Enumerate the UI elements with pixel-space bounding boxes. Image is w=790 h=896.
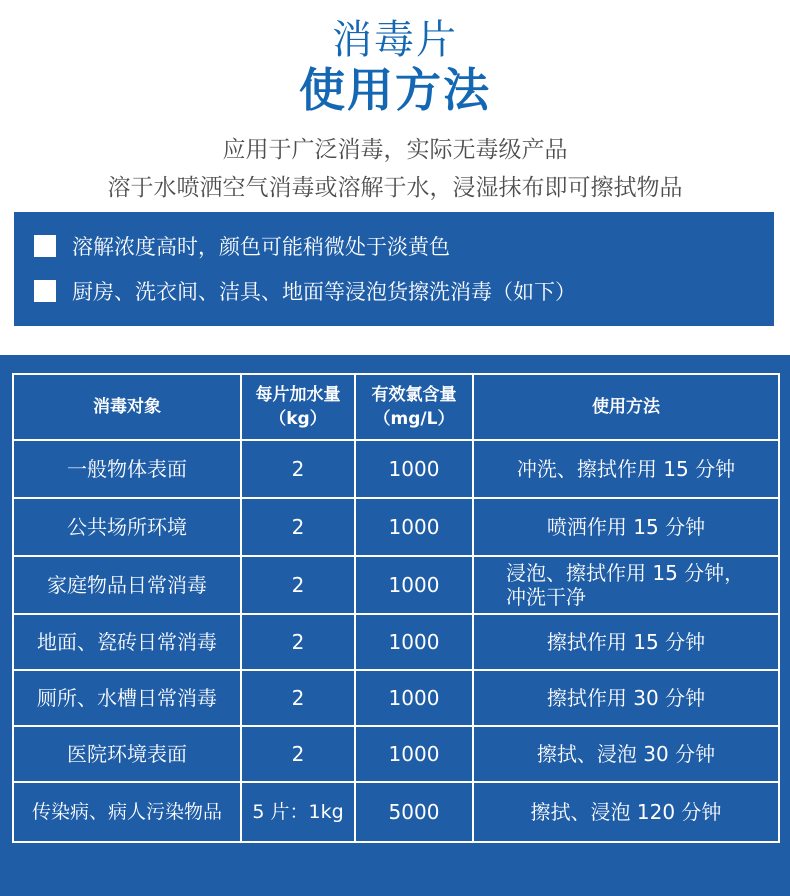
method-text: 冲洗、擦拭作用 15 分钟: [516, 457, 736, 481]
note-item: [34, 231, 450, 261]
cell-method: [473, 498, 779, 556]
cell-chlorine: 1000: [355, 670, 473, 726]
cell-chlorine: 1000: [355, 498, 473, 556]
cell-chlorine: 1000: [355, 556, 473, 614]
method-text: 擦拭、浸泡 30 分钟: [536, 742, 716, 766]
cell-method: [473, 614, 779, 670]
cell-object: 厕所、水槽日常消毒: [13, 670, 241, 726]
cell-chlorine: 1000: [355, 726, 473, 782]
note-item: [34, 276, 576, 306]
method-text: 浸泡、擦拭作用 15 分钟，冲洗干净: [506, 561, 745, 609]
cell-water: 2: [241, 440, 355, 498]
note-text: 溶解浓度高时，颜色可能稍微处于淡黄色: [72, 235, 450, 259]
cell-chlorine: 1000: [355, 440, 473, 498]
cell-water: 2: [241, 726, 355, 782]
table-row: [13, 726, 779, 782]
table-row: [13, 782, 779, 842]
table-row: [13, 440, 779, 498]
header-water-label: 每片加水量: [255, 385, 341, 405]
cell-object: 一般物体表面: [13, 440, 241, 498]
cell-object: 医院环境表面: [13, 726, 241, 782]
cell-method: [473, 726, 779, 782]
white-square-bullet-icon: [34, 235, 56, 257]
cell-object: 家庭物品日常消毒: [13, 556, 241, 614]
table-header-row: [13, 374, 779, 440]
cell-object: 地面、瓷砖日常消毒: [13, 614, 241, 670]
page-title: 消毒片: [332, 17, 458, 63]
cell-object: 传染病、病人污染物品: [13, 782, 241, 842]
cell-water: 5 片：1kg: [241, 782, 355, 842]
header-chlorine-label: 有效氯含量: [371, 385, 457, 405]
cell-water: 2: [241, 498, 355, 556]
table-row: [13, 556, 779, 614]
header-method: 使用方法: [473, 374, 779, 440]
intro-line-2: 溶于水喷洒空气消毒或溶解于水，浸湿抹布即可擦拭物品: [107, 175, 683, 201]
header-water-unit: （kg）: [269, 409, 327, 429]
method-text: 喷洒作用 15 分钟: [546, 515, 706, 539]
cell-water: 2: [241, 556, 355, 614]
header-chlorine-unit: （mg/L）: [373, 409, 455, 429]
table-row: [13, 670, 779, 726]
table-row: [13, 498, 779, 556]
cell-water: 2: [241, 614, 355, 670]
cell-method: [473, 670, 779, 726]
cell-chlorine: 5000: [355, 782, 473, 842]
white-square-bullet-icon: [34, 280, 56, 302]
page-subtitle-heading: 使用方法: [299, 63, 491, 117]
cell-water: 2: [241, 670, 355, 726]
method-text: 擦拭、浸泡 120 分钟: [530, 800, 722, 824]
header-water: [241, 374, 355, 440]
notes-panel: [14, 212, 774, 326]
header-object: 消毒对象: [13, 374, 241, 440]
cell-method: [473, 440, 779, 498]
table-row: [13, 614, 779, 670]
note-text: 厨房、洗衣间、洁具、地面等浸泡货擦洗消毒（如下）: [72, 280, 576, 304]
cell-method: [473, 556, 779, 614]
method-text: 擦拭作用 15 分钟: [546, 630, 706, 654]
header-chlorine: [355, 374, 473, 440]
intro-line-1: 应用于广泛消毒，实际无毒级产品: [222, 137, 568, 163]
cell-object: 公共场所环境: [13, 498, 241, 556]
cell-method: [473, 782, 779, 842]
cell-chlorine: 1000: [355, 614, 473, 670]
method-text: 擦拭作用 30 分钟: [546, 686, 706, 710]
usage-table: [12, 373, 780, 843]
